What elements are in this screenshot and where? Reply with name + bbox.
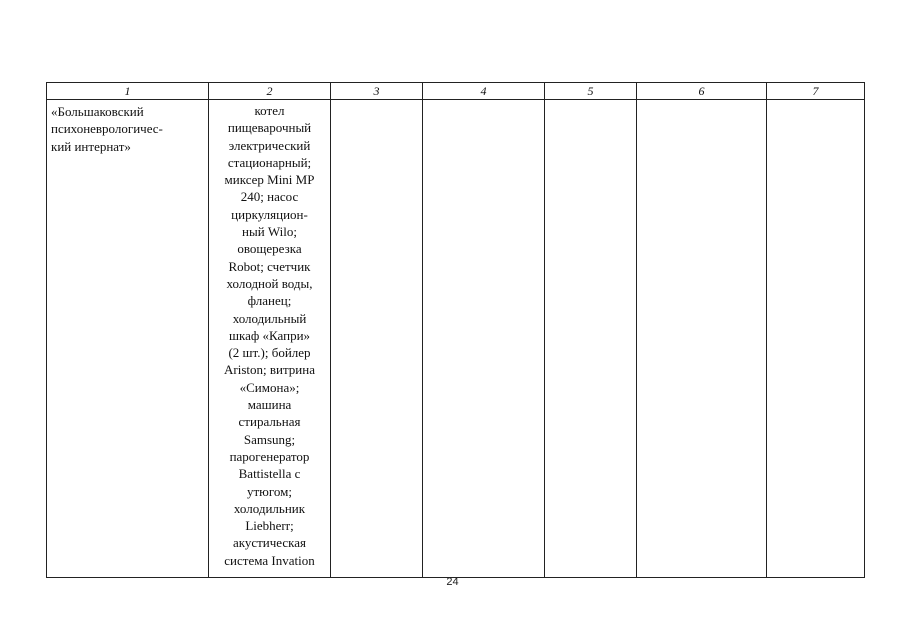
column-header-3: 3 <box>331 83 423 100</box>
equipment-line: машина <box>247 397 292 413</box>
equipment-line: 240; насос <box>240 189 299 205</box>
column-header-7: 7 <box>767 83 865 100</box>
institution-name-cell <box>47 100 209 578</box>
equipment-line: пищеварочный <box>227 120 312 136</box>
equipment-line: миксер Mini MP <box>224 172 315 188</box>
equipment-line: стиральная <box>238 414 301 430</box>
equipment-line: Battistella с <box>238 466 301 482</box>
equipment-line: утюгом; <box>247 483 292 499</box>
column-header-2: 2 <box>209 83 331 100</box>
equipment-line: ный Wilo; <box>242 224 297 240</box>
equipment-line: электрический <box>228 137 311 153</box>
empty-cell-4 <box>423 100 545 578</box>
equipment-line: овощерезка <box>237 241 302 257</box>
equipment-line: фланец; <box>247 293 292 309</box>
equipment-list-cell <box>209 100 331 578</box>
equipment-line: холодильник <box>233 500 306 516</box>
column-header-6: 6 <box>637 83 767 100</box>
equipment-line: акустическая <box>232 535 307 551</box>
equipment-line: парогенератор <box>229 448 310 464</box>
equipment-line: Ariston; витрина <box>224 362 315 378</box>
page-number: 24 <box>446 576 459 588</box>
equipment-line: стационарный; <box>227 154 312 170</box>
equipment-line: холодильный <box>232 310 307 326</box>
institution-name-line: «Большаковский <box>51 104 144 119</box>
equipment-line: Liebherr; <box>245 518 294 534</box>
empty-cell-3 <box>331 100 423 578</box>
institution-name-line: психоневрологичес- <box>51 121 163 137</box>
equipment-line: котел <box>254 103 285 118</box>
table-header-row <box>47 83 865 100</box>
equipment-line: холодной воды, <box>226 275 313 291</box>
empty-cell-6 <box>637 100 767 578</box>
institution-name-line: кий интернат» <box>51 138 131 154</box>
empty-cell-5 <box>545 100 637 578</box>
equipment-line: Samsung; <box>243 431 296 447</box>
equipment-line: шкаф «Капри» <box>228 327 311 343</box>
equipment-line: Robot; счетчик <box>228 258 311 274</box>
table-row <box>47 100 865 578</box>
empty-cell-7 <box>767 100 865 578</box>
equipment-line: система Invation <box>224 552 315 568</box>
column-header-4: 4 <box>423 83 545 100</box>
equipment-line: циркуляцион- <box>231 206 308 222</box>
equipment-table <box>46 82 865 578</box>
equipment-line: «Симона»; <box>239 379 300 395</box>
equipment-line: (2 шт.); бойлер <box>228 345 311 361</box>
column-header-1: 1 <box>47 83 209 100</box>
column-header-5: 5 <box>545 83 637 100</box>
